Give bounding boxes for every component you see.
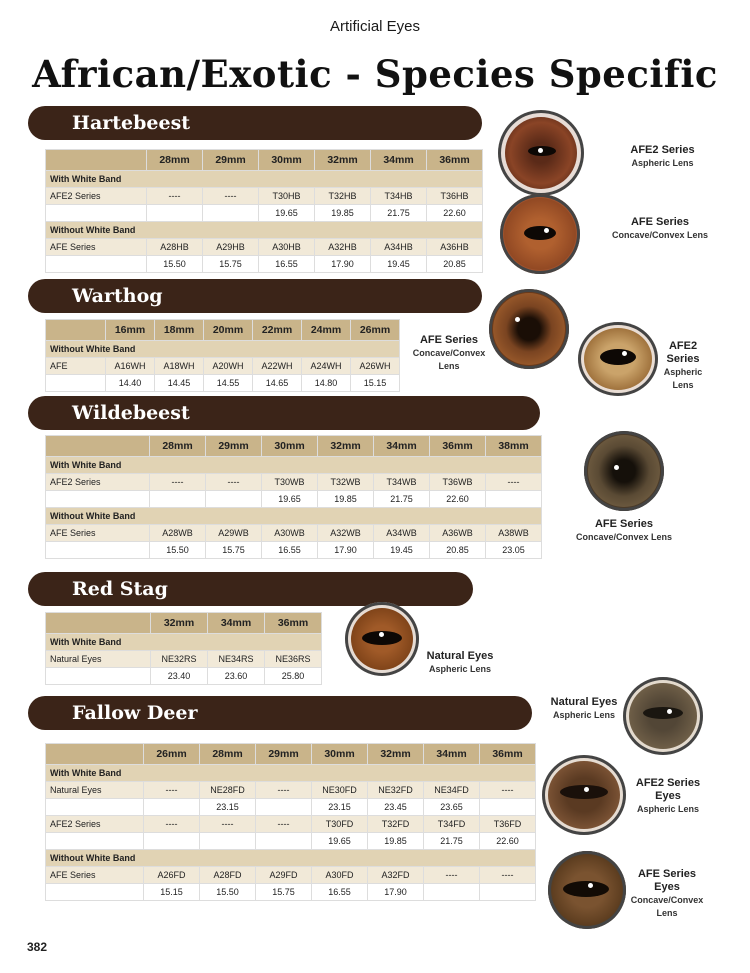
product-code: A26FD (144, 867, 200, 884)
price-table-wildebeest (45, 435, 542, 559)
size-header: 34mm (208, 613, 265, 634)
price: 19.85 (315, 205, 371, 222)
price: 23.05 (486, 542, 542, 559)
product-code: T36WB (430, 474, 486, 491)
product-code: NE32RS (151, 651, 208, 668)
product-code: A29WB (206, 525, 262, 542)
size-header: 34mm (371, 150, 427, 171)
size-header: 24mm (302, 320, 351, 341)
price: 22.60 (480, 833, 536, 850)
eye-photo-hartebeest-afe (500, 194, 580, 274)
size-header: 36mm (265, 613, 322, 634)
product-code: A28HB (147, 239, 203, 256)
size-header: 32mm (151, 613, 208, 634)
product-code: T30WB (262, 474, 318, 491)
price: 23.60 (208, 668, 265, 685)
price (486, 491, 542, 508)
section-banner-wildebeest: Wildebeest (45, 396, 540, 430)
series-label: Natural Eyes (46, 651, 151, 668)
price: 23.65 (424, 799, 480, 816)
price: 17.90 (368, 884, 424, 901)
table-row (46, 256, 483, 273)
page-number: 382 (27, 940, 48, 954)
product-code: ---- (424, 867, 480, 884)
price (150, 491, 206, 508)
table-row (46, 525, 542, 542)
size-header: 32mm (318, 436, 374, 457)
price: 22.60 (427, 205, 483, 222)
size-header: 30mm (262, 436, 318, 457)
product-code: A22WH (253, 358, 302, 375)
series-label: AFE Series (46, 525, 150, 542)
table-row (46, 884, 536, 901)
price: 23.15 (312, 799, 368, 816)
product-code: T32FD (368, 816, 424, 833)
size-header: 38mm (486, 436, 542, 457)
table-row (46, 651, 322, 668)
eye-photo-hartebeest-afe2 (498, 110, 584, 196)
price: 17.90 (315, 256, 371, 273)
product-code: A32HB (315, 239, 371, 256)
product-code: A20WH (204, 358, 253, 375)
product-code: T34FD (424, 816, 480, 833)
price: 19.65 (262, 491, 318, 508)
size-header: 30mm (312, 744, 368, 765)
product-code: NE32FD (368, 782, 424, 799)
product-code: A28WB (150, 525, 206, 542)
size-header: 32mm (368, 744, 424, 765)
product-code: ---- (256, 782, 312, 799)
product-code: A32FD (368, 867, 424, 884)
eye-photo-fallow-deer-afe (548, 851, 626, 929)
eye-caption: Natural Eyes Aspheric Lens (426, 650, 494, 674)
product-code: ---- (150, 474, 206, 491)
size-header: 16mm (106, 320, 155, 341)
price (424, 884, 480, 901)
product-code: A36HB (427, 239, 483, 256)
price (256, 833, 312, 850)
product-code: A29HB (203, 239, 259, 256)
product-code: A18WH (155, 358, 204, 375)
product-code: T30HB (259, 188, 315, 205)
price: 14.55 (204, 375, 253, 392)
table-row (46, 816, 536, 833)
product-code: A38WB (486, 525, 542, 542)
price: 19.85 (368, 833, 424, 850)
price: 15.75 (256, 884, 312, 901)
series-label: AFE2 Series (46, 188, 147, 205)
price: 20.85 (430, 542, 486, 559)
table-header-row (46, 150, 483, 171)
table-row (46, 833, 536, 850)
price: 19.65 (312, 833, 368, 850)
eye-caption: AFE Series Concave/Convex Lens (412, 334, 486, 371)
price (256, 799, 312, 816)
price: 16.55 (262, 542, 318, 559)
product-code: NE34RS (208, 651, 265, 668)
size-header: 28mm (147, 150, 203, 171)
price: 19.45 (371, 256, 427, 273)
size-header: 36mm (430, 436, 486, 457)
eye-photo-red-stag-natural (345, 602, 419, 676)
price (203, 205, 259, 222)
price: 23.45 (368, 799, 424, 816)
product-code: A28FD (200, 867, 256, 884)
product-code: A32WB (318, 525, 374, 542)
product-code: ---- (147, 188, 203, 205)
product-code: ---- (256, 816, 312, 833)
price: 20.85 (427, 256, 483, 273)
group-label: With White Band (46, 634, 322, 651)
product-code: A36WB (430, 525, 486, 542)
price: 16.55 (312, 884, 368, 901)
group-label: With White Band (46, 457, 542, 474)
price (200, 833, 256, 850)
product-code: A34WB (374, 525, 430, 542)
product-code: A29FD (256, 867, 312, 884)
product-code: ---- (206, 474, 262, 491)
product-code: NE34FD (424, 782, 480, 799)
price: 23.15 (200, 799, 256, 816)
size-header: 29mm (256, 744, 312, 765)
price (206, 491, 262, 508)
size-header: 26mm (351, 320, 400, 341)
product-code: A30WB (262, 525, 318, 542)
eye-photo-warthog-afe2 (578, 322, 658, 396)
series-label: AFE Series (46, 867, 144, 884)
size-header: 18mm (155, 320, 204, 341)
table-row (46, 205, 483, 222)
eye-caption: AFE2 Series Eyes Aspheric Lens (635, 777, 701, 814)
price: 15.75 (203, 256, 259, 273)
price-table-warthog (45, 319, 400, 392)
price: 16.55 (259, 256, 315, 273)
price: 19.85 (318, 491, 374, 508)
price: 14.80 (302, 375, 351, 392)
price: 19.45 (374, 542, 430, 559)
size-header: 29mm (206, 436, 262, 457)
size-header: 30mm (259, 150, 315, 171)
eye-caption: AFE Series Concave/Convex Lens (611, 216, 709, 240)
size-header: 28mm (200, 744, 256, 765)
product-code: A16WH (106, 358, 155, 375)
product-code: A24WH (302, 358, 351, 375)
table-row (46, 799, 536, 816)
price: 15.50 (200, 884, 256, 901)
group-label: Without White Band (46, 341, 400, 358)
price: 14.65 (253, 375, 302, 392)
price (480, 884, 536, 901)
eye-caption: Natural Eyes Aspheric Lens (550, 696, 618, 720)
product-code: ---- (486, 474, 542, 491)
group-label: Without White Band (46, 222, 483, 239)
price: 25.80 (265, 668, 322, 685)
size-header: 36mm (427, 150, 483, 171)
section-banner-hartebeest: Hartebeest (45, 106, 482, 140)
table-row (46, 867, 536, 884)
section-banner-red-stag: Red Stag (45, 572, 473, 606)
price: 15.50 (150, 542, 206, 559)
group-label: Without White Band (46, 508, 542, 525)
size-header: 32mm (315, 150, 371, 171)
product-code: T36HB (427, 188, 483, 205)
price: 22.60 (430, 491, 486, 508)
price: 15.15 (351, 375, 400, 392)
series-label: AFE Series (46, 239, 147, 256)
price: 15.15 (144, 884, 200, 901)
category-heading: Artificial Eyes (329, 18, 421, 35)
table-row (46, 782, 536, 799)
product-code: NE30FD (312, 782, 368, 799)
table-row (46, 542, 542, 559)
table-row (46, 239, 483, 256)
series-label: AFE (46, 358, 106, 375)
product-code: ---- (480, 867, 536, 884)
eye-photo-warthog-afe (489, 289, 569, 369)
product-code: T34WB (374, 474, 430, 491)
size-header: 28mm (150, 436, 206, 457)
table-row (46, 668, 322, 685)
table-row (46, 491, 542, 508)
price-table-fallow-deer (45, 743, 536, 901)
series-label: AFE2 Series (46, 474, 150, 491)
table-row (46, 375, 400, 392)
size-header: 36mm (480, 744, 536, 765)
product-code: T32HB (315, 188, 371, 205)
price (147, 205, 203, 222)
product-code: A34HB (371, 239, 427, 256)
eye-photo-fallow-deer-natural (623, 677, 703, 755)
price: 15.50 (147, 256, 203, 273)
product-code: ---- (144, 816, 200, 833)
size-header: 34mm (424, 744, 480, 765)
price: 14.45 (155, 375, 204, 392)
eye-photo-fallow-deer-afe2 (542, 755, 626, 835)
price-table-hartebeest (45, 149, 483, 273)
size-header: 29mm (203, 150, 259, 171)
price: 21.75 (374, 491, 430, 508)
product-code: ---- (480, 782, 536, 799)
price (480, 799, 536, 816)
size-header: 20mm (204, 320, 253, 341)
series-label: AFE2 Series (46, 816, 144, 833)
eye-caption: AFE Series Concave/Convex Lens (575, 518, 673, 542)
group-label: With White Band (46, 765, 536, 782)
size-header: 22mm (253, 320, 302, 341)
table-row (46, 474, 542, 491)
product-code: A30FD (312, 867, 368, 884)
product-code: NE36RS (265, 651, 322, 668)
table-row (46, 358, 400, 375)
series-label: Natural Eyes (46, 782, 144, 799)
price: 19.65 (259, 205, 315, 222)
product-code: A26WH (351, 358, 400, 375)
group-label: With White Band (46, 171, 483, 188)
eye-caption: AFE Series Eyes Concave/Convex Lens (630, 868, 704, 918)
price: 14.40 (106, 375, 155, 392)
price: 21.75 (424, 833, 480, 850)
product-code: ---- (144, 782, 200, 799)
size-header: 26mm (144, 744, 200, 765)
product-code: ---- (203, 188, 259, 205)
price-table-red-stag (45, 612, 322, 685)
product-code: T36FD (480, 816, 536, 833)
product-code: T34HB (371, 188, 427, 205)
product-code: A30HB (259, 239, 315, 256)
price (144, 799, 200, 816)
product-code: T30FD (312, 816, 368, 833)
price: 21.75 (371, 205, 427, 222)
table-row (46, 188, 483, 205)
section-banner-warthog: Warthog (45, 279, 482, 313)
section-banner-fallow-deer: Fallow Deer (45, 696, 532, 730)
eye-caption: AFE2 Series Aspheric Lens (630, 144, 695, 168)
product-code: T32WB (318, 474, 374, 491)
page-title: African/Exotic - Species Specific (32, 52, 718, 96)
product-code: NE28FD (200, 782, 256, 799)
price: 15.75 (206, 542, 262, 559)
price: 17.90 (318, 542, 374, 559)
group-label: Without White Band (46, 850, 536, 867)
price: 23.40 (151, 668, 208, 685)
size-header: 34mm (374, 436, 430, 457)
product-code: ---- (200, 816, 256, 833)
eye-caption: AFE2 Series Aspheric Lens (663, 340, 703, 390)
eye-photo-wildebeest-afe (584, 431, 664, 511)
price (144, 833, 200, 850)
